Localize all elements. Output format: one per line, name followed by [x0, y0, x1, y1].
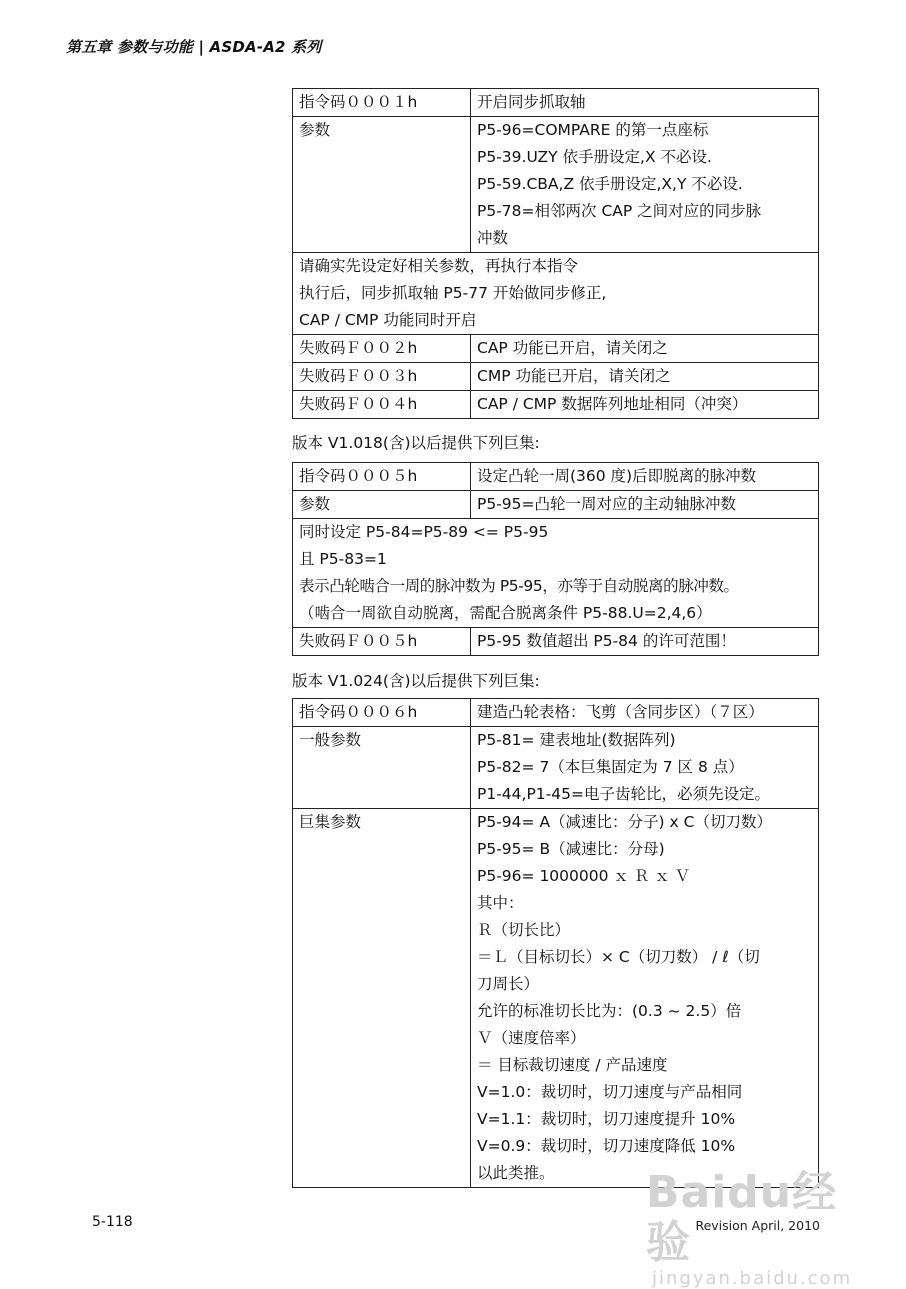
version-note: 版本 V1.024(含)以后提供下列巨集:: [292, 672, 540, 690]
table-row: [293, 699, 819, 727]
param-line: V=1.1：裁切时，切刀速度提升 10%: [477, 1110, 736, 1128]
param-line: P5-39.UZY 依手册设定,X 不必设.: [477, 148, 712, 166]
param-line: P5-59.CBA,Z 依手册设定,X,Y 不必设.: [477, 175, 743, 193]
note-line: （啮合一周欲自动脱离，需配合脱离条件 P5-88.U=2,4,6）: [299, 604, 712, 622]
command-code-cell: 指令码０００６h: [293, 699, 471, 727]
table-row: [293, 628, 819, 656]
error-desc-cell: CAP / CMP 数据阵列地址相同（冲突）: [471, 391, 819, 419]
error-desc-cell: CMP 功能已开启，请关闭之: [471, 363, 819, 391]
note-line: 执行后，同步抓取轴 P5-77 开始做同步修正,: [299, 284, 607, 302]
param-line: V=0.9：裁切时，切刀速度降低 10%: [477, 1137, 736, 1155]
page-number: 5-118: [92, 1214, 133, 1230]
table-row: [293, 89, 819, 117]
table-row: [293, 391, 819, 419]
table-row: [293, 335, 819, 363]
table-row: [293, 117, 819, 253]
command-desc-cell: 建造凸轮表格：飞剪（含同步区）（７区）: [471, 699, 819, 727]
general-param-values-cell: [471, 727, 819, 809]
chapter-header: 第五章 参数与功能 | ASDA-A2 系列: [66, 38, 322, 56]
param-line: V=1.0：裁切时，切刀速度与产品相同: [477, 1083, 743, 1101]
note-line: 表示凸轮啮合一周的脉冲数为 P5-95，亦等于自动脱离的脉冲数。: [299, 577, 739, 595]
note-line: 请确实先设定好相关参数，再执行本指令: [299, 257, 579, 275]
table-row: [293, 809, 819, 1188]
error-desc-cell: P5-95 数值超出 P5-84 的许可范围！: [471, 628, 819, 656]
param-line: P5-96=COMPARE 的第一点座标: [477, 121, 709, 139]
param-line: P5-81= 建表地址(数据阵列): [477, 731, 676, 749]
table-row: [293, 253, 819, 335]
param-label-cell: 参数: [293, 491, 471, 519]
table-row: [293, 363, 819, 391]
param-line: P5-82= 7（本巨集固定为 7 区 8 点）: [477, 758, 744, 776]
macro-table-0005: [292, 462, 819, 656]
note-line: 且 P5-83=1: [299, 550, 387, 568]
command-desc-cell: 开启同步抓取轴: [471, 89, 819, 117]
command-code-cell: 指令码０００１h: [293, 89, 471, 117]
param-line: ＝Ｌ（目标切长）× C（切刀数） / ℓ（切: [477, 948, 760, 966]
param-values-cell: [471, 117, 819, 253]
error-code-cell: 失败码Ｆ００５h: [293, 628, 471, 656]
table-row: [293, 519, 819, 628]
error-code-cell: 失败码Ｆ００２h: [293, 335, 471, 363]
error-code-cell: 失败码Ｆ００４h: [293, 391, 471, 419]
table-row: [293, 491, 819, 519]
param-line: 以此类推。: [477, 1164, 555, 1182]
watermark-url: jingyan.baidu.com: [652, 1268, 853, 1289]
notes-cell: [293, 519, 819, 628]
param-label-cell: 参数: [293, 117, 471, 253]
param-line: P5-78=相邻两次 CAP 之间对应的同步脉: [477, 202, 762, 220]
macro-param-label-cell: 巨集参数: [293, 809, 471, 1188]
param-line: 冲数: [477, 229, 509, 247]
error-code-cell: 失败码Ｆ００３h: [293, 363, 471, 391]
param-values-cell: P5-95=凸轮一周对应的主动轴脉冲数: [471, 491, 819, 519]
note-line: 同时设定 P5-84=P5-89 <= P5-95: [299, 523, 549, 541]
macro-param-values-cell: [471, 809, 819, 1188]
version-note: 版本 V1.018(含)以后提供下列巨集:: [292, 434, 540, 452]
param-line: ＝ 目标裁切速度 / 产品速度: [477, 1056, 668, 1074]
param-line: P1-44,P1-45=电子齿轮比，必须先设定。: [477, 785, 770, 803]
error-desc-cell: CAP 功能已开启，请关闭之: [471, 335, 819, 363]
general-param-label-cell: 一般参数: [293, 727, 471, 809]
command-code-cell: 指令码０００５h: [293, 463, 471, 491]
table-row: [293, 727, 819, 809]
param-line: 刀周长）: [477, 975, 540, 993]
notes-cell: [293, 253, 819, 335]
param-line: Ｒ（切长比）: [477, 921, 571, 939]
macro-table-0001: [292, 88, 819, 419]
table-row: [293, 463, 819, 491]
note-line: CAP / CMP 功能同时开启: [299, 311, 477, 329]
param-line: 其中：: [477, 894, 524, 912]
revision-label: Revision April, 2010: [695, 1218, 820, 1233]
param-line: P5-96= 1000000 ｘ Ｒ ｘ Ｖ: [477, 867, 691, 885]
macro-table-0006: [292, 698, 819, 1188]
param-line: Ｖ（速度倍率）: [477, 1029, 586, 1047]
param-line: P5-95= B（减速比：分母): [477, 840, 665, 858]
param-line: 允许的标准切长比为：(0.3 ~ 2.5）倍: [477, 1002, 742, 1020]
watermark-logo: Baidu经验: [646, 1167, 838, 1268]
param-line: P5-94= A（减速比：分子) x C（切刀数）: [477, 813, 772, 831]
command-desc-cell: 设定凸轮一周(360 度)后即脱离的脉冲数: [471, 463, 819, 491]
